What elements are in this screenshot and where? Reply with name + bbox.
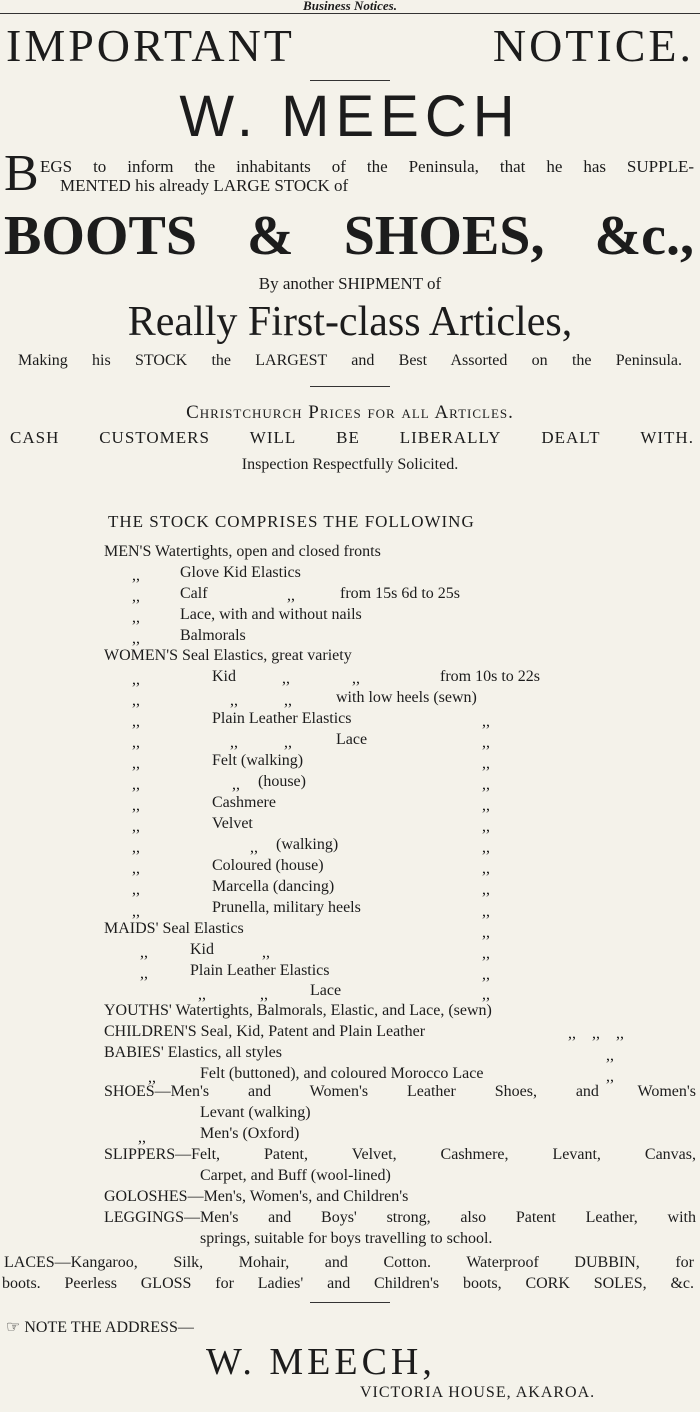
list-item: LEGGINGS—Men's and Boys' strong, also Patent Leather, with: [104, 1209, 696, 1226]
ditto-mark: ,,: [132, 630, 140, 647]
ditto-mark: ,,: [606, 1068, 614, 1085]
pointing-hand-icon: ☞: [6, 1319, 21, 1336]
list-item: springs, suitable for boys travelling to school.: [200, 1230, 493, 1247]
ditto-mark: ,,: [132, 881, 140, 898]
ditto-mark: ,,: [482, 713, 490, 730]
ditto-mark: ,,: [198, 986, 206, 1003]
ditto-mark: ,,: [132, 609, 140, 626]
boots-and-shoes-heading: [4, 206, 694, 266]
list-item: SHOES—Men's and Women's Leather Shoes, and Women's: [104, 1083, 696, 1100]
ditto-mark: ,,: [132, 567, 140, 584]
price-range: from 10s to 22s: [440, 668, 540, 685]
list-item: Kid: [212, 668, 236, 685]
list-item: Lace: [310, 982, 342, 999]
list-item: Velvet: [212, 815, 253, 832]
making-line: Making his STOCK the LARGEST and Best Assorted on the Peninsula.: [18, 352, 682, 369]
ditto-mark: ,,: [482, 839, 490, 856]
shipment-line: By another SHIPMENT of: [258, 274, 442, 293]
ditto-mark: ,,: [132, 818, 140, 835]
ditto-mark: ,,: [482, 755, 490, 772]
ditto-mark: ,,: [482, 966, 490, 983]
ditto-mark: ,,: [282, 670, 290, 687]
list-item: Plain Leather Elastics: [212, 710, 352, 727]
ditto-mark: ,,: [482, 818, 490, 835]
list-item: Glove Kid Elastics: [180, 564, 301, 581]
ditto-mark: ,,: [132, 671, 140, 688]
list-item: Carpet, and Buff (wool-lined): [200, 1167, 391, 1184]
ditto-mark: ,,: [230, 734, 238, 751]
list-item: Marcella (dancing): [212, 878, 335, 895]
ditto-mark: ,,: [592, 1025, 600, 1042]
ditto-mark: ,,: [132, 692, 140, 709]
ditto-mark: ,,: [138, 1129, 146, 1146]
laces-line-2: boots. Peerless GLOSS for Ladies' and Children's boots, CORK SOLES, &c.: [2, 1275, 694, 1292]
ditto-mark: ,,: [140, 944, 148, 961]
laces-line-1: LACES—Kangaroo, Silk, Mohair, and Cotton. Waterproof DUBBIN, for: [4, 1254, 694, 1271]
list-item: Prunella, military heels: [212, 899, 361, 916]
title-word: IMPORTANT: [6, 20, 295, 71]
boots-word: SHOES,: [343, 205, 545, 267]
cash-word: WITH.: [640, 428, 694, 447]
boots-word: &: [247, 205, 294, 267]
list-item: MEN'S Watertights, open and closed fronts: [104, 543, 381, 560]
divider: [310, 1302, 390, 1303]
intro-line-1: EGS to inform the inhabitants of the Peninsula, that he has SUPPLE-: [40, 157, 694, 176]
list-item: Plain Leather Elastics: [190, 962, 330, 979]
ditto-mark: ,,: [284, 692, 292, 709]
inspection-line: Inspection Respectfully Solicited.: [241, 456, 459, 473]
title-word: NOTICE.: [492, 20, 694, 71]
list-item: with low heels (sewn): [336, 689, 477, 706]
ditto-mark: ,,: [482, 945, 490, 962]
ditto-mark: ,,: [287, 587, 295, 604]
ditto-mark: ,,: [132, 588, 140, 605]
footer-name: W. MEECH,: [206, 1341, 436, 1383]
ditto-mark: ,,: [230, 692, 238, 709]
list-item: CHILDREN'S Seal, Kid, Patent and Plain Leather: [104, 1023, 426, 1040]
divider: [310, 80, 390, 81]
list-item: WOMEN'S Seal Elastics, great variety: [104, 647, 352, 664]
note-text: NOTE THE ADDRESS—: [24, 1319, 194, 1336]
ditto-mark: ,,: [132, 776, 140, 793]
list-item: Lace: [336, 731, 368, 748]
stock-heading: THE STOCK COMPRISES THE FOLLOWING: [108, 512, 475, 531]
list-item: Levant (walking): [200, 1104, 311, 1121]
list-item: Felt (walking): [212, 752, 304, 769]
ditto-mark: ,,: [482, 903, 490, 920]
list-item: Balmorals: [180, 627, 246, 644]
boots-word: &c.,: [594, 205, 694, 267]
ditto-mark: ,,: [132, 755, 140, 772]
list-item: SLIPPERS—Felt, Patent, Velvet, Cashmere, Levant, Canvas,: [104, 1146, 696, 1163]
list-item: Felt (buttoned), and coloured Morocco Lace: [200, 1065, 484, 1082]
cash-word: CUSTOMERS: [99, 428, 210, 447]
ditto-mark: ,,: [482, 986, 490, 1003]
boots-word: BOOTS: [4, 205, 197, 267]
note-the-address: [6, 1318, 194, 1338]
ditto-mark: ,,: [482, 734, 490, 751]
list-item: Calf: [180, 585, 208, 602]
list-item: Coloured (house): [212, 857, 324, 874]
ditto-mark: ,,: [132, 734, 140, 751]
ditto-mark: ,,: [482, 776, 490, 793]
list-item: (house): [258, 773, 306, 790]
important-notice-title: [6, 20, 694, 72]
really-first-class: Really First-class Articles,: [127, 299, 573, 345]
section-header: Business Notices.: [303, 0, 397, 13]
prices-line: Christchurch Prices for all Articles.: [186, 402, 514, 423]
list-item: Kid: [190, 941, 214, 958]
list-item: (walking): [276, 836, 339, 853]
ditto-mark: ,,: [132, 713, 140, 730]
footer-address: VICTORIA HOUSE, AKAROA.: [360, 1384, 596, 1401]
cash-word: LIBERALLY: [399, 428, 502, 447]
list-item: MAIDS' Seal Elastics: [104, 920, 244, 937]
ditto-mark: ,,: [260, 986, 268, 1003]
list-item: BABIES' Elastics, all styles: [104, 1044, 282, 1061]
ditto-mark: ,,: [482, 860, 490, 877]
divider: [310, 386, 390, 387]
list-item: GOLOSHES—Men's, Women's, and Children's: [104, 1188, 409, 1205]
ditto-mark: ,,: [616, 1025, 624, 1042]
ditto-mark: ,,: [482, 924, 490, 941]
cash-word: BE: [336, 428, 360, 447]
ditto-mark: ,,: [132, 903, 140, 920]
drop-cap: B: [4, 145, 39, 202]
ditto-mark: ,,: [284, 734, 292, 751]
ditto-mark: ,,: [482, 881, 490, 898]
top-rule: [0, 13, 700, 14]
cash-word: WILL: [249, 428, 297, 447]
ditto-mark: ,,: [352, 670, 360, 687]
list-item: Cashmere: [212, 794, 276, 811]
ditto-mark: ,,: [132, 860, 140, 877]
cash-customers-line: [10, 428, 694, 448]
list-item: Lace, with and without nails: [180, 606, 362, 623]
list-item: Men's (Oxford): [200, 1125, 300, 1142]
cash-word: CASH: [10, 428, 60, 447]
ditto-mark: ,,: [140, 965, 148, 982]
cash-word: DEALT: [541, 428, 601, 447]
ditto-mark: ,,: [250, 839, 258, 856]
ditto-mark: ,,: [232, 776, 240, 793]
ditto-mark: ,,: [132, 797, 140, 814]
ditto-mark: ,,: [568, 1025, 576, 1042]
ditto-mark: ,,: [132, 839, 140, 856]
ditto-mark: ,,: [606, 1047, 614, 1064]
list-item: YOUTHS' Watertights, Balmorals, Elastic, and Lace, (sewn): [104, 1002, 492, 1019]
ditto-mark: ,,: [262, 944, 270, 961]
ditto-mark: ,,: [482, 797, 490, 814]
intro-line-2: MENTED his already LARGE STOCK of: [60, 176, 349, 195]
advertiser-name: W. MEECH: [179, 84, 521, 149]
ditto-mark: ,,: [148, 1069, 156, 1086]
price-range: from 15s 6d to 25s: [340, 585, 460, 602]
